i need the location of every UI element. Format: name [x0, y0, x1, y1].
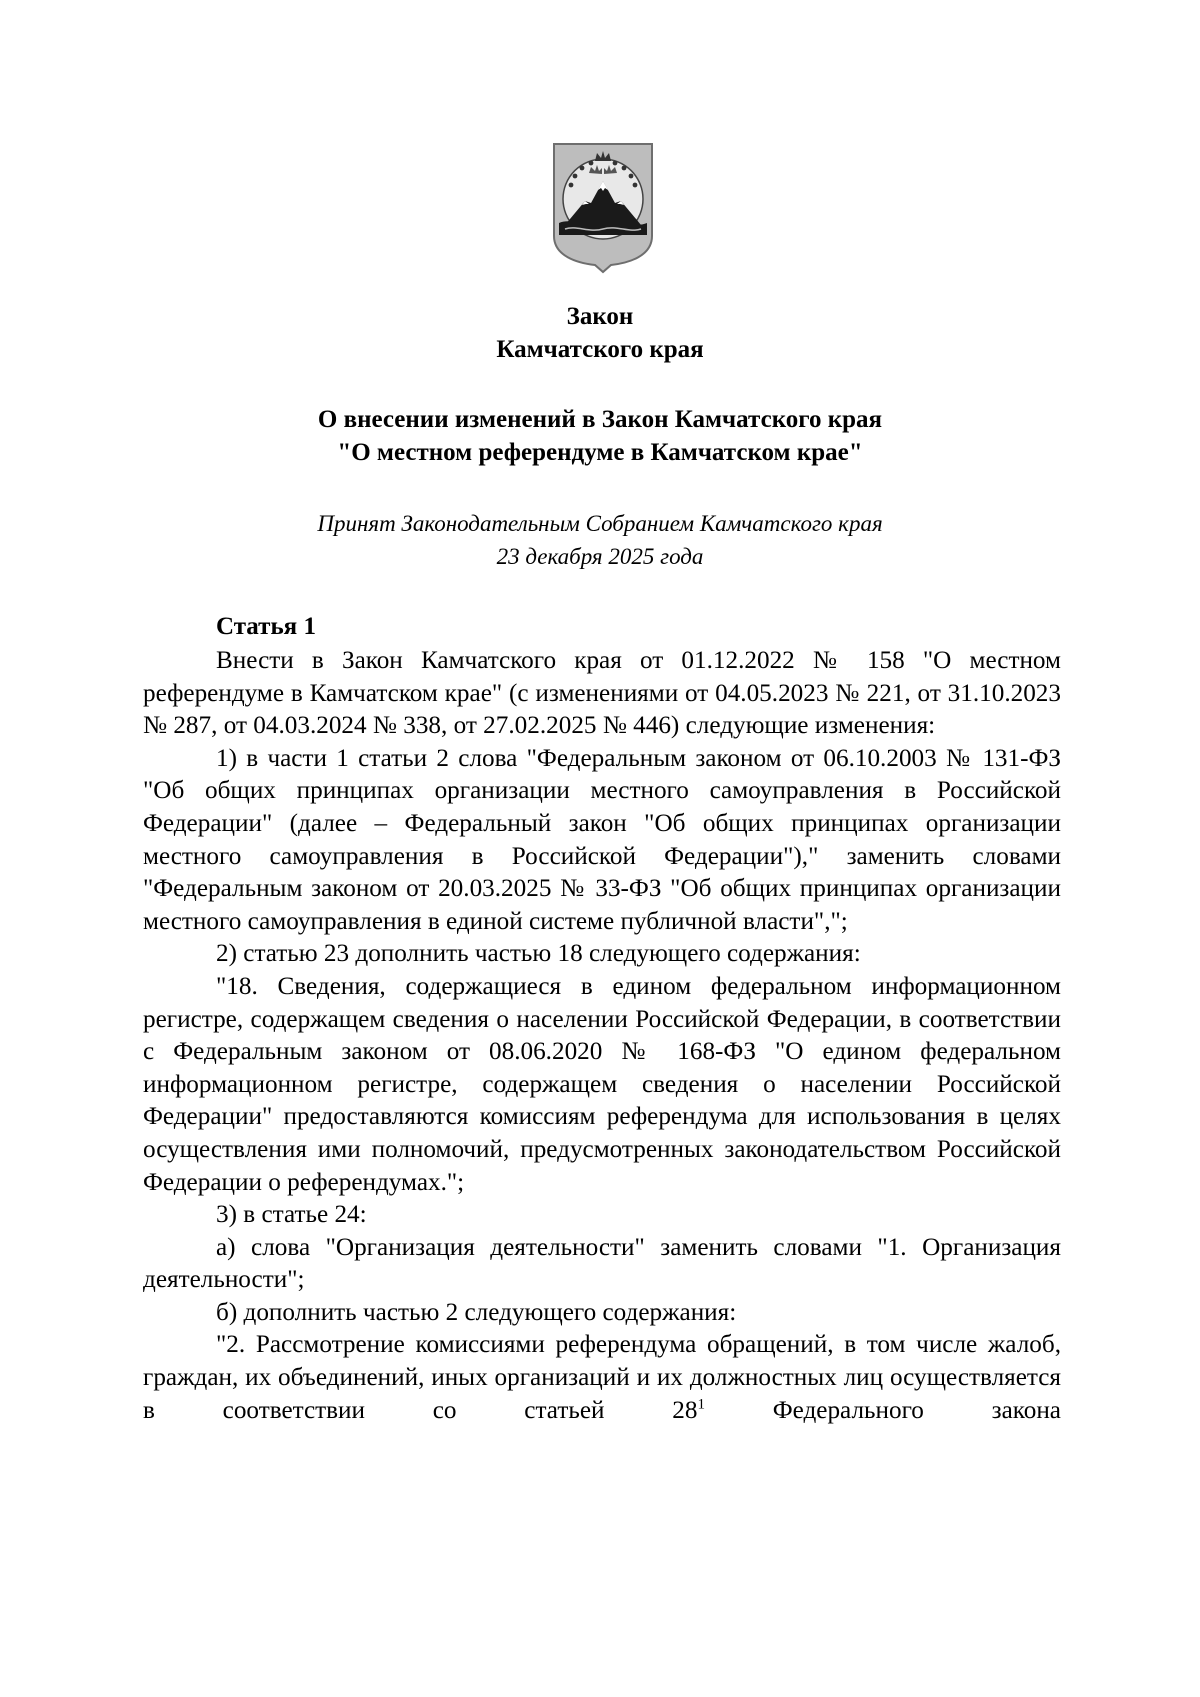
paragraph-intro: Внести в Закон Камчатского края от 01.12.2022 № 158 "О местном референдуме в Камчатском крае" (с изменениями от 04.05.2023 № 221, от 31.10.2023 № 287, от 04.03.2024 № 338, от 27.02.2025 № 446) следующие изменения: [143, 647, 1061, 740]
paragraph-item-3a: а) слова "Организация деятельности" заменить словами "1. Организация деятельности"; [143, 1233, 1061, 1294]
document-title: Закон [566, 303, 634, 330]
article-heading: Статья 1 [216, 613, 316, 640]
law-subject-line-2: "О местном референдуме в Камчатском крае" [337, 439, 863, 466]
paragraph-quote-18: "18. Сведения, содержащиеся в едином федеральном информационном регистре, содержащем сведения о населении Российской Федерации, в соответствии с Федеральным законом от 08.06.2020 № 168-ФЗ "О едином федеральном информационном регистре, содержащем сведения о населении Российской Федерации" предоставляются комиссиям референдума для использования в целях осуществления ими полномочий, предусмотренных законодательством Российской Федерации о референдумах."; [143, 972, 1061, 1196]
paragraph-item-2: 2) статью 23 дополнить частью 18 следующего содержания: [216, 940, 861, 968]
document-region: Камчатского края [496, 336, 704, 363]
paragraph-quote-2-tail: Федерального закона [704, 1396, 1061, 1424]
adoption-date: 23 декабря 2025 года [496, 544, 704, 569]
article-body [143, 645, 1061, 1427]
superscript-mark: 1 [697, 1396, 705, 1413]
paragraph-item-1: 1) в части 1 статьи 2 слова "Федеральным законом от 06.10.2003 № 131-ФЗ "Об общих принципах организации местного самоуправления в Российской Федерации" (далее – Федеральный закон "Об общих принципах организации местного самоуправления в Российской Федерации")," заменить словами "Федеральным законом от 20.03.2025 № 33-ФЗ "Об общих принципах организации местного самоуправления в единой системе публичной власти","; [143, 744, 1061, 935]
paragraph-quote-2 [143, 1329, 1061, 1427]
coat-of-arms-icon [551, 141, 655, 275]
law-subject-line-1: О внесении изменений в Закон Камчатского края [317, 406, 883, 433]
paragraph-quote-2-text: "2. Рассмотрение комиссиями референдума обращений, в том числе жалоб, граждан, их объединений, иных организаций и их должностных лиц осуществляется в соответствии со статьей 28 [143, 1331, 1061, 1424]
paragraph-item-3: 3) в статье 24: [216, 1201, 367, 1229]
paragraph-item-3b: б) дополнить частью 2 следующего содержания: [216, 1298, 737, 1326]
adoption-note: Принят Законодательным Собранием Камчатского края [317, 511, 883, 536]
